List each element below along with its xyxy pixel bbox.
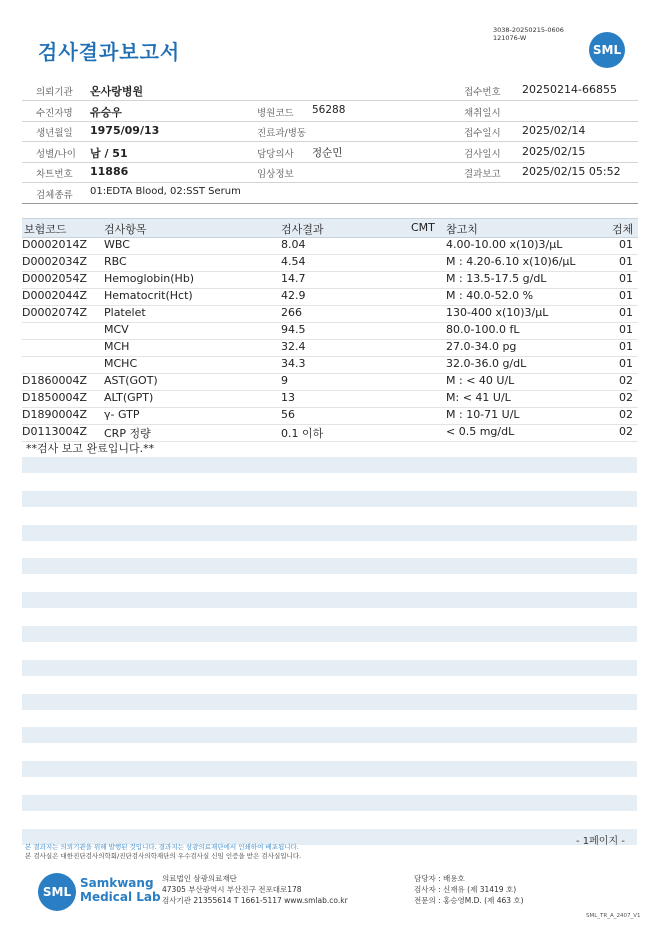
cell-specimen: 02	[619, 425, 633, 438]
cell-code: D0002014Z	[22, 238, 87, 251]
header-cmt: CMT	[411, 221, 435, 234]
table-row	[22, 288, 638, 306]
cell-item: ALT(GPT)	[104, 391, 154, 404]
empty-row-band	[22, 525, 637, 541]
footer-org: 의료법인 삼광의료재단	[162, 874, 237, 883]
cell-reference: 27.0-34.0 pg	[446, 340, 517, 353]
empty-row-band	[22, 592, 637, 608]
cell-item: RBC	[104, 255, 127, 268]
cell-specimen: 01	[619, 255, 633, 268]
cell-item: MCV	[104, 323, 129, 336]
info-label: 검체종류	[36, 190, 73, 201]
cell-reference: M : < 40 U/L	[446, 374, 515, 387]
cell-reference: 130-400 x(10)3/µL	[446, 306, 549, 319]
table-row	[22, 373, 638, 391]
footer-person-2: 검사자 : 신재유 (제 31419 호)	[414, 885, 517, 894]
document-id	[493, 26, 564, 42]
report-complete-note: **검사 보고 완료입니다.**	[26, 442, 155, 455]
cell-specimen: 01	[619, 272, 633, 285]
table-row	[22, 305, 638, 323]
info-value: 20250214-66855	[522, 83, 617, 96]
cell-result: 0.1 이하	[281, 427, 324, 440]
info-value: 56288	[312, 104, 346, 116]
cell-result: 266	[281, 306, 302, 319]
cell-specimen: 02	[619, 391, 633, 404]
footer-contact: 검사기관 21355614 T 1661-5117 www.smlab.co.kr	[162, 896, 348, 905]
table-row	[22, 322, 638, 340]
cell-result: 32.4	[281, 340, 306, 353]
table-row	[22, 254, 638, 272]
footer-brand	[80, 876, 161, 904]
cell-result: 8.04	[281, 238, 306, 251]
table-row	[22, 356, 638, 374]
empty-row-band	[22, 761, 637, 777]
cell-reference: M : 4.20-6.10 x(10)6/µL	[446, 255, 576, 268]
table-row	[22, 339, 638, 357]
disclaimer-line2: 본 검사실은 대한진단검사의학회/진단검사의학재단의 우수검사실 신임 인증을 받은 검사실입니다.	[25, 852, 302, 860]
cell-code: D0113004Z	[22, 425, 87, 438]
cell-item: CRP 정량	[104, 427, 151, 440]
table-row	[22, 237, 638, 255]
empty-row-band	[22, 795, 637, 811]
info-label: 의뢰기관	[36, 87, 73, 98]
report-title: 검사결과보고서	[38, 40, 181, 64]
table-row	[22, 407, 638, 425]
cell-item: MCH	[104, 340, 130, 353]
info-label: 접수일시	[464, 128, 501, 139]
info-row	[22, 162, 638, 183]
cell-specimen: 01	[619, 340, 633, 353]
header-result: 검사결과	[281, 223, 324, 236]
table-row	[22, 390, 638, 408]
brand-name-1: Samkwang	[80, 876, 154, 890]
cell-reference: 32.0-36.0 g/dL	[446, 357, 527, 370]
info-value: 2025/02/14	[522, 124, 586, 137]
cell-specimen: 01	[619, 289, 633, 302]
info-value: 유승우	[90, 106, 122, 119]
info-row	[22, 80, 638, 101]
info-value: 남 / 51	[90, 147, 128, 160]
cell-result: 94.5	[281, 323, 306, 336]
cell-result: 14.7	[281, 272, 306, 285]
info-value: 01:EDTA Blood, 02:SST Serum	[90, 186, 241, 197]
info-value: 온사랑병원	[90, 85, 144, 98]
info-row	[22, 121, 638, 142]
info-label: 성별/나이	[36, 149, 76, 160]
info-value: 1975/09/13	[90, 124, 160, 137]
cell-item: Hematocrit(Hct)	[104, 289, 193, 302]
cell-result: 13	[281, 391, 295, 404]
cell-item: Platelet	[104, 306, 146, 319]
cell-item: Hemoglobin(Hb)	[104, 272, 195, 285]
cell-reference: < 0.5 mg/dL	[446, 425, 515, 438]
cell-specimen: 01	[619, 357, 633, 370]
footer-logo: SML	[38, 873, 76, 911]
info-label: 접수번호	[464, 87, 501, 98]
footer-person-3: 전문의 : 홍승영M.D. (제 463 호)	[414, 896, 524, 905]
footer-person-1: 담당자 : 배용호	[414, 874, 465, 883]
document-id-line1: 3038-20250215-0606	[493, 26, 564, 34]
empty-row-band	[22, 727, 637, 743]
header-reference: 참고치	[446, 223, 478, 236]
cell-reference: M : 40.0-52.0 %	[446, 289, 534, 302]
info-label: 채취일시	[464, 108, 501, 119]
cell-specimen: 02	[619, 408, 633, 421]
cell-item: MCHC	[104, 357, 138, 370]
cell-specimen: 01	[619, 306, 633, 319]
info-label: 수진자명	[36, 108, 73, 119]
header-specimen: 검체	[612, 223, 634, 236]
info-label: 검사일시	[464, 149, 501, 160]
footer-address: 47305 부산광역시 부산진구 전포대로178	[162, 885, 302, 894]
empty-row-band	[22, 457, 637, 473]
info-value: 2025/02/15	[522, 145, 586, 158]
info-row	[22, 183, 638, 204]
empty-row-band	[22, 694, 637, 710]
info-label: 담당의사	[257, 149, 294, 160]
cell-code: D1860004Z	[22, 374, 87, 387]
info-label: 생년월일	[36, 128, 73, 139]
info-value: 2025/02/15 05:52	[522, 165, 621, 178]
document-id-line2: 121076-W	[493, 34, 527, 42]
empty-row-band	[22, 491, 637, 507]
empty-row-band	[22, 660, 637, 676]
cell-item: AST(GOT)	[104, 374, 158, 387]
empty-row-band	[22, 626, 637, 642]
cell-specimen: 01	[619, 238, 633, 251]
page-number: - 1페이지 -	[576, 836, 625, 847]
cell-reference: 80.0-100.0 fL	[446, 323, 520, 336]
disclaimer-line1: 본 결과지는 의뢰기관을 위해 발행된 것입니다. 결과지는 삼광의료재단에서 인쇄하여 배포됩니다.	[25, 843, 299, 851]
cell-code: D0002034Z	[22, 255, 87, 268]
cell-code: D0002044Z	[22, 289, 87, 302]
info-label: 결과보고	[464, 169, 501, 180]
cell-code: D1850004Z	[22, 391, 87, 404]
cell-code: D1890004Z	[22, 408, 87, 421]
info-label: 병원코드	[257, 108, 294, 119]
cell-item: γ- GTP	[104, 408, 140, 421]
cell-code: D0002054Z	[22, 272, 87, 285]
table-row	[22, 271, 638, 289]
results-table-header	[22, 218, 638, 238]
info-label: 차트번호	[36, 169, 73, 180]
cell-reference: M : 13.5-17.5 g/dL	[446, 272, 547, 285]
cell-result: 56	[281, 408, 295, 421]
info-value: 11886	[90, 165, 129, 178]
cell-item: WBC	[104, 238, 130, 251]
cell-reference: M: < 41 U/L	[446, 391, 511, 404]
cell-specimen: 01	[619, 323, 633, 336]
empty-row-band	[22, 558, 637, 574]
header-item: 검사항목	[104, 223, 147, 236]
cell-code: D0002074Z	[22, 306, 87, 319]
info-value: 정순민	[312, 147, 343, 159]
info-label: 진료과/병동	[257, 128, 307, 139]
info-row	[22, 142, 638, 163]
info-label: 임상정보	[257, 169, 294, 180]
info-row	[22, 101, 638, 122]
cell-specimen: 02	[619, 374, 633, 387]
cell-reference: M : 10-71 U/L	[446, 408, 520, 421]
cell-reference: 4.00-10.00 x(10)3/µL	[446, 238, 563, 251]
sml-logo: SML	[589, 32, 625, 68]
cell-result: 34.3	[281, 357, 306, 370]
brand-name-2: Medical Lab	[80, 890, 161, 904]
header-code: 보험코드	[24, 223, 67, 236]
cell-result: 4.54	[281, 255, 306, 268]
cell-result: 42.9	[281, 289, 306, 302]
cell-result: 9	[281, 374, 288, 387]
form-code: SML_TR_A_2407_V1	[586, 913, 641, 919]
